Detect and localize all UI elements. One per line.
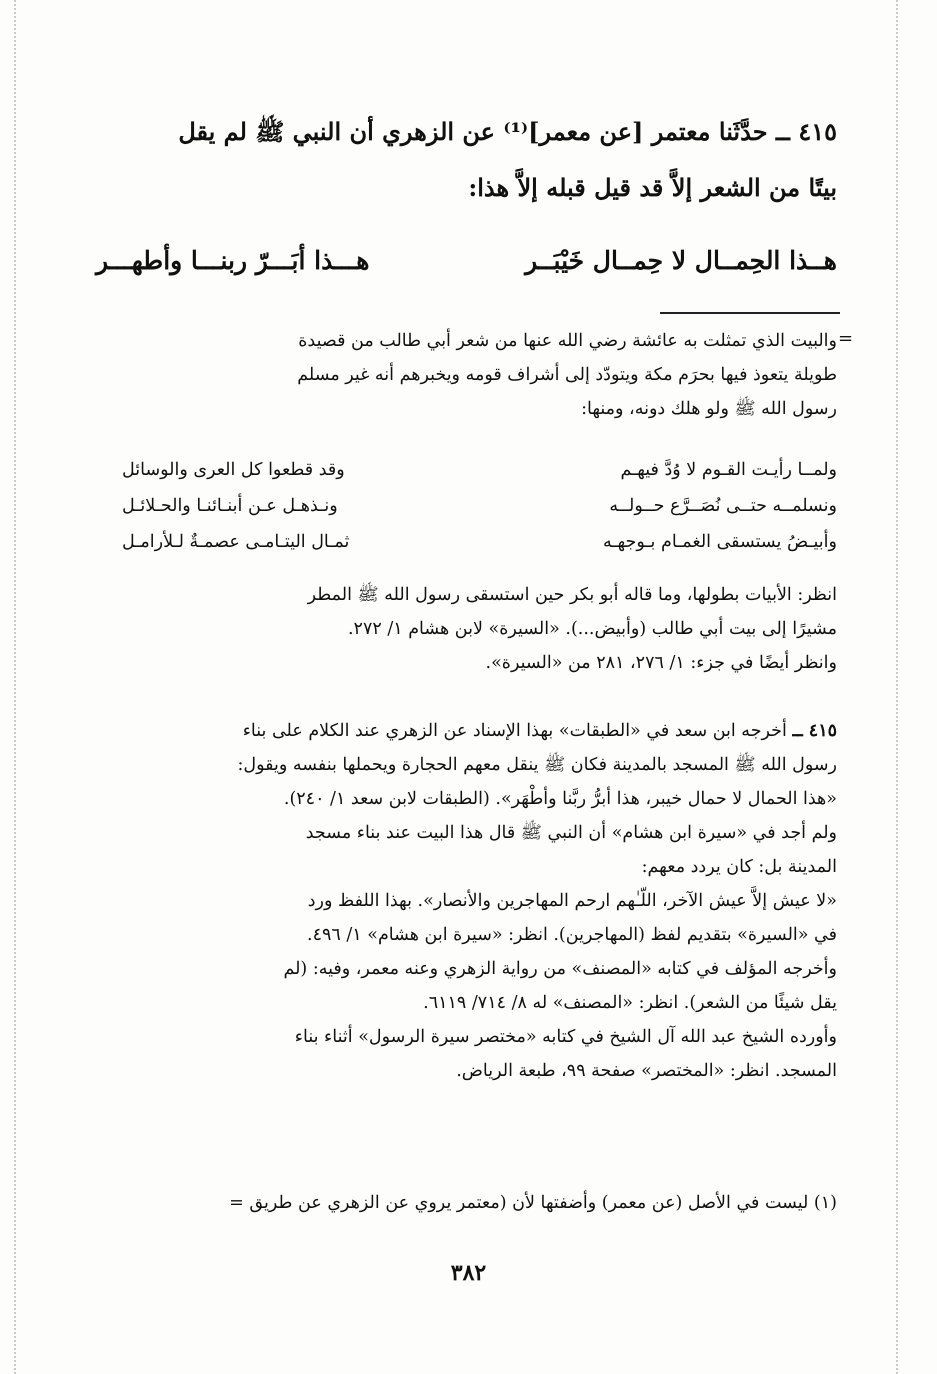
poem-verse xyxy=(82,496,837,532)
quoted-poem xyxy=(82,460,837,568)
footnote-line: ولم أجد في «سيرة ابن هشام» أن النبي ﷺ قال هذا البيت عند بناء مسجد xyxy=(305,823,837,843)
footnote-1 xyxy=(82,1186,837,1220)
footnote-line: انظر: الأبيات بطولها، وما قاله أبو بكر حين استسقى رسول الله ﷺ المطر xyxy=(307,585,837,605)
footnote-line: وأخرجه المؤلف في كتابه «المصنف» من رواية الزهري وعنه معمر، وفيه: (لم xyxy=(283,959,837,979)
scan-dotted-edge-right xyxy=(896,0,898,1374)
footnote-line: (١) ليست في الأصل (عن معمر) وأضفتها لأن (معتمر يروي عن الزهري عن طريق = xyxy=(229,1193,837,1213)
verse-first-hemistich: هــذا الحِمــال لا حِمــال خَيْبَــر xyxy=(525,246,837,275)
page-number: ٣٨٢ xyxy=(450,1260,487,1286)
hadith-line-2: بيتًا من الشعر إلاَّ قد قيل قبله إلاَّ هذا: xyxy=(468,173,837,202)
footnote-line: المدينة بل: كان يردد معهم: xyxy=(641,857,837,877)
footnote-line: مشيرًا إلى بيت أبي طالب (وأبيض...). «السيرة» لابن هشام ١/ ٢٧٢. xyxy=(347,619,837,639)
footnote-line: رسول الله ﷺ ولو هلك دونه، ومنها: xyxy=(581,399,837,419)
footnote-text: أخرجه ابن سعد في «الطبقات» بهذا الإسناد عن الزهري عند الكلام على بناء xyxy=(242,721,787,741)
poetry-verse xyxy=(82,238,837,294)
poem-verse xyxy=(82,460,837,496)
verse-second-hemistich: هـــذا أبَـــرّ ربنـــا وأطهـــر xyxy=(96,246,370,275)
poem-first-hemistich: ونسلمــه حتــى نُصَــرَّع حــولــه xyxy=(609,496,837,516)
footnote-number: ٤١٥ ــ xyxy=(792,721,837,741)
poem-first-hemistich: وأبيـضُ يستسقى الغمـام بـوجهـه xyxy=(602,532,837,552)
hadith-main-text xyxy=(82,104,837,216)
scan-dotted-edge-left xyxy=(14,0,16,1374)
footnote-line: في «السيرة» بتقديم لفظ (المهاجرين). انظر: «سيرة ابن هشام» ١/ ٤٩٦. xyxy=(307,925,837,945)
footnote-line: المسجد. انظر: «المختصر» صفحة ٩٩، طبعة الرياض. xyxy=(456,1061,837,1081)
footnote-line: طويلة يتعوذ فيها بحرَم مكة ويتودّد إلى أشراف قومه ويخبرهم أنه غير مسلم xyxy=(297,365,837,385)
footnote-line: رسول الله ﷺ المسجد بالمدينة فكان ﷺ ينقل معهم الحجارة ويحملها بنفسه ويقول: xyxy=(237,755,837,775)
footnote-line: والبيت الذي تمثلت به عائشة رضي الله عنها من شعر أبي طالب من قصيدة xyxy=(298,331,837,351)
poem-second-hemistich: ثمـال اليتـامـى عصمـةٌ لـلأرامـل xyxy=(122,532,350,552)
continuation-mark: = xyxy=(838,328,854,349)
footnote-continuation xyxy=(82,324,837,426)
footnote-line: «لا عيش إلاَّ عيش الآخر، اللّـٰهم ارحم المهاجرين والأنصار». بهذا اللفظ ورد xyxy=(307,891,837,911)
footnote-line: «هذا الحمال لا حمال خيبر، هذا أبرُّ ربَّنا وأطْهَر». (الطبقات لابن سعد ١/ ٢٤٠). xyxy=(283,789,837,809)
hadith-line-1: ٤١٥ ــ حدَّثَنا معتمر [عن معمر]⁽¹⁾ عن الزهري أن النبي ﷺ لم يقل xyxy=(178,117,837,146)
footnote-line: وانظر أيضًا في جزء: ١/ ٢٧٦، ٢٨١ من «السيرة». xyxy=(485,653,837,673)
poem-verse xyxy=(82,532,837,568)
footnote-separator-rule xyxy=(660,312,840,314)
poem-second-hemistich: وقد قطعوا كل العرى والوسائل xyxy=(122,460,345,480)
footnote-line: وأورده الشيخ عبد الله آل الشيخ في كتابه «مختصر سيرة الرسول» أثناء بناء xyxy=(294,1027,837,1047)
footnote-415 xyxy=(82,714,837,1088)
footnote-after-poem xyxy=(82,578,837,680)
footnote-line xyxy=(82,714,837,748)
poem-first-hemistich: ولمــا رأيـت القـوم لا وُدَّ فيهـم xyxy=(620,460,837,480)
footnote-line: يقل شيئًا من الشعر). انظر: «المصنف» له ٨/ ٧١٤/ ٦١١٩. xyxy=(423,993,837,1013)
poem-second-hemistich: ونـذهـل عـن أبنـائنـا والحـلائـل xyxy=(122,496,338,516)
